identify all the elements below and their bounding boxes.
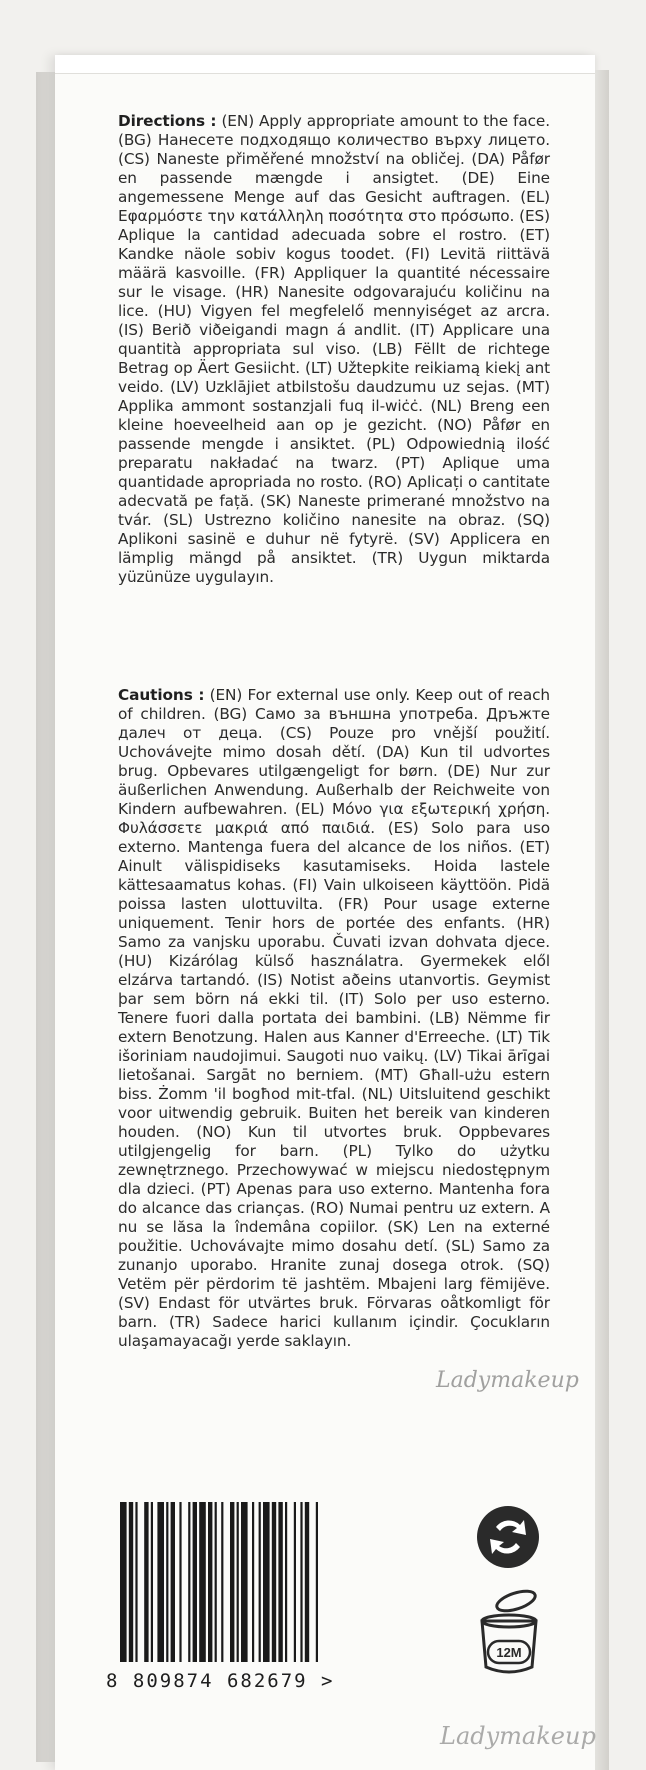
pao-label: 12M [496, 1645, 522, 1660]
watermark-top: Ladymakeup [436, 1368, 579, 1393]
barcode-number: 8 809874 682679 > [106, 1670, 335, 1692]
open-jar-icon [474, 1585, 544, 1685]
directions-text: (EN) Apply appropriate amount to the face. (BG) Нанесете подходящо количество върху лицето. (CS) Naneste přiměřené množství na obličej. (DA) Påfør en passende mængde i ansigtet. (DE) Eine angemessene Menge auf das Gesicht auftragen. (EL) Εφαρμόστε την κατάλληλη ποσότητα στο πρόσωπο. (ES) Aplique la cantidad adecuada sobre el rostro. (ET) Kandke näole sobiv kogus toodet. (FI) Levitä riittävä määrä kasvoille. (FR) Appliquer la quantité nécessaire sur le visage. (HR) Nanesite odgovarajuću količinu na lice. (HU) Vigyen fel megfelelő mennyiséget az arcra. (IS) Berið viðeigandi magn á andlit. (IT) Applicare una quantità appropriata sul viso. (LB) Fëllt de richtege Betrag op Äert Gesiicht. (LT) Užtepkite reikiamą kiekį ant veido. (LV) Uzklājiet atbilstošu daudzumu uz sejas. (MT) Applika ammont sostanzjali fuq il-wiċċ. (NL) Breng een kleine hoeveelheid aan op je gezicht. (NO) Påfør en passende mengde i ansiktet. (PL) Odpowiednią ilość preparatu nakładać na twarz. (PT) Aplique uma quantidade apropriada no rosto. (RO) Aplicați o cantitate adecvată pe față. (SK) Naneste primerané množstvo na tvár. (SL) Ustrezno količino nanesite na obraz. (SQ) Aplikoni sasinë e duhur në fytyrë. (SV) Applicera en lämplig mängd på ansiktet. (TR) Uygun miktarda yüzünüze uygulayın. [118, 112, 550, 586]
directions-section [118, 112, 550, 587]
box-right-fold [595, 70, 609, 1770]
barcode [118, 1502, 418, 1662]
watermark-bottom: Ladymakeup [440, 1722, 596, 1750]
package-top-flap [55, 55, 595, 74]
cautions-text: (EN) For external use only. Keep out of reach of children. (BG) Само за външна употреба. Дръжте далеч от деца. (CS) Pouze pro vnější použití. Uchovávejte mimo dosah dětí. (DA) Kun til udvortes brug. Opbevares utilgængeligt for børn. (DE) Nur zur äußerlichen Anwendung. Außerhalb der Reichweite von Kindern aufbewahren. (EL) Μόνο για εξωτερική χρήση. Φυλάσσετε μακριά από παιδιά. (ES) Solo para uso externo. Mantenga fuera del alcance de los niños. (ET) Ainult välispidiseks kasutamiseks. Hoida lastele kättesaamatus kohas. (FI) Vain ulkoiseen käyttöön. Pidä poissa lasten ulottuvilta. (FR) Pour usage externe uniquement. Tenir hors de portée des enfants. (HR) Samo za vanjsku uporabu. Čuvati izvan dohvata djece. (HU) Kizárólag külső használatra. Gyermekek elől elzárva tartandó. (IS) Notist aðeins utanvortis. Geymist þar sem börn ná ekki til. (IT) Solo per uso esterno. Tenere fuori dalla portata dei bambini. (LB) Nëmme fir extern Benotzung. Halen aus Kanner d'Erreeche. (LT) Tik išoriniam naudojimui. Saugoti nuo vaikų. (LV) Tikai ārīgai lietošanai. Sargāt no berniem. (MT) Għall-użu estern biss. Żomm 'il bogħod mit-tfal. (NL) Uitsluitend geschikt voor uitwendig gebruik. Buiten het bereik van kinderen houden. (NO) Kun til utvortes bruk. Oppbevares utilgjengelig for barn. (PL) Tylko do użytku zewnętrznego. Przechowywać w miejscu niedostępnym dla dzieci. (PT) Apenas para uso externo. Mantenha fora do alcance das crianças. (RO) Numai pentru uz extern. A nu se lăsa la îndemâna copiilor. (SK) Len na externé použitie. Uchovávajte mimo dosahu detí. (SL) Samo za zunanjo uporabo. Hranite zunaj dosega otrok. (SQ) Vetëm për përdorim të jashtëm. Mbajeni larg fëmijëve. (SV) Endast för utvärtes bruk. Förvaras oåtkomligt för barn. (TR) Sadece harici kullanım içindir. Çocukların ulaşamayacağı yerde saklayın. [118, 686, 551, 1350]
cautions-section [118, 686, 550, 1351]
directions-heading: Directions : [118, 112, 217, 130]
recycle-icon [476, 1505, 540, 1569]
cautions-heading: Cautions : [118, 686, 205, 704]
